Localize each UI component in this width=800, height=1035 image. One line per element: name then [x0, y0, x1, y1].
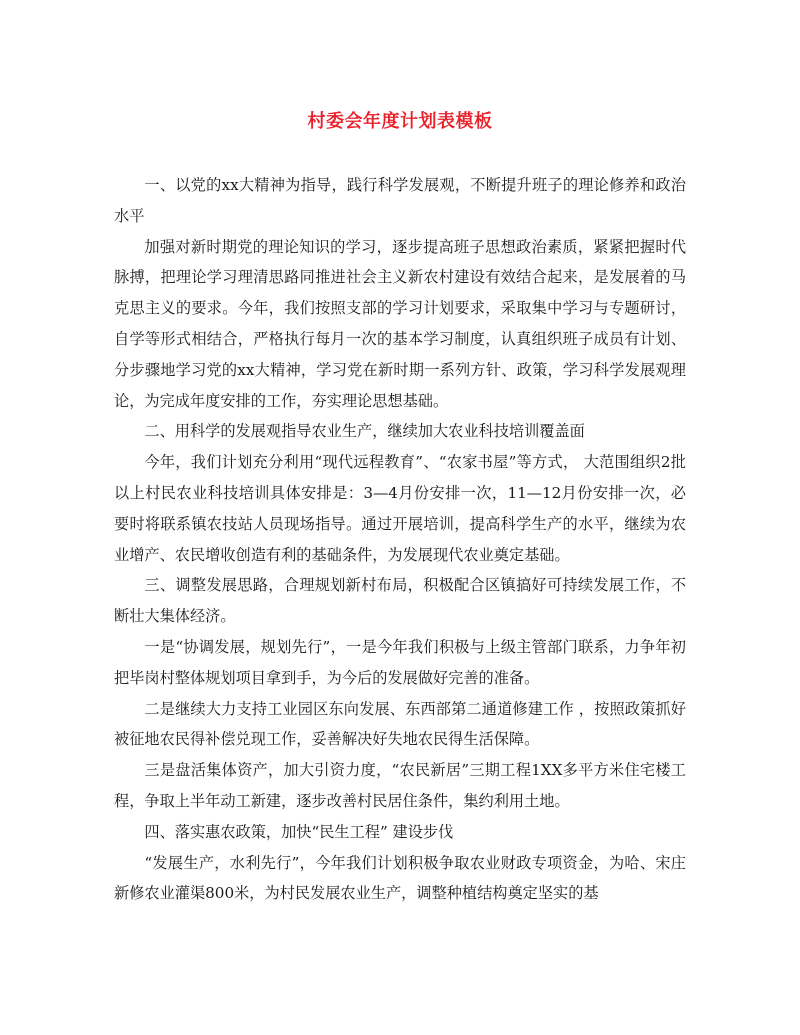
- paragraph-industrial-park: 二是继续大力支持工业园区东向发展、东西部第二通道修建工作 ，按照政策抓好被征地农民得补偿兑现工作，妥善解决好失地农民得生活保障。: [114, 699, 686, 749]
- paragraph-section-3-heading: 三、调整发展思路，合理规划新村布局，积极配合区镇搞好可持续发展工作，不断壮大集体经济。: [114, 576, 686, 626]
- paragraph-collective-assets: 三是盘活集体资产，加大引资力度，“农民新居”三期工程1XX多平方米住宅楼工程，争取上半年动工新建，逐步改善村民居住条件，集约利用土地。: [114, 761, 686, 810]
- document-title: 村委会年度计划表模板: [307, 111, 493, 132]
- paragraph-water-conservancy: “发展生产，水利先行”，今年我们计划积极争取农业财政专项资金，为哈、宋庄新修农业灌渠800米，为村民发展农业生产，调整种植结构奠定坚实的基: [114, 853, 686, 903]
- paragraph-training-plan: 今年，我们计划充分利用“现代远程教育”、“农家书屋”等方式， 大范围组织2批以上村民农业科技培训具体安排是：3—4月份安排一次，11—12月份安排一次，必要时将联系镇农技站人员现场指导。通过开展培训，提高科学生产的水平，继续为农业增产、农民增收创造有利的基础条件，为发展现代农业奠定基础。: [114, 453, 686, 564]
- paragraph-section-1-heading: 一、以党的xx大精神为指导，践行科学发展观，不断提升班子的理论修养和政治水平: [114, 176, 686, 225]
- document-body: [114, 170, 686, 909]
- paragraph-planning-first: 一是“协调发展，规划先行”，一是今年我们积极与上级主管部门联系，力争年初把毕岗村整体规划项目拿到手，为今后的发展做好完善的准备。: [114, 637, 686, 687]
- paragraph-section-2-heading: 二、用科学的发展观指导农业生产，继续加大农业科技培训覆盖面: [144, 422, 585, 441]
- paragraph-theory-study: 加强对新时期党的理论知识的学习，逐步提高班子思想政治素质，紧紧把握时代脉搏，把理论学习理清思路同推进社会主义新农村建设有效结合起来，是发展着的马克思主义的要求。今年，我们按照支部的学习计划要求，采取集中学习与专题研讨，自学等形式相结合，严格执行每月一次的基本学习制度，认真组织班子成员有计划、分步骤地学习党的xx大精神，学习党在新时期一系列方针、政策，学习科学发展观理论，为完成年度安排的工作，夯实理论思想基础。: [114, 237, 686, 410]
- paragraph-section-4-heading: 四、落实惠农政策，加快“民生工程” 建设步伐: [144, 822, 454, 841]
